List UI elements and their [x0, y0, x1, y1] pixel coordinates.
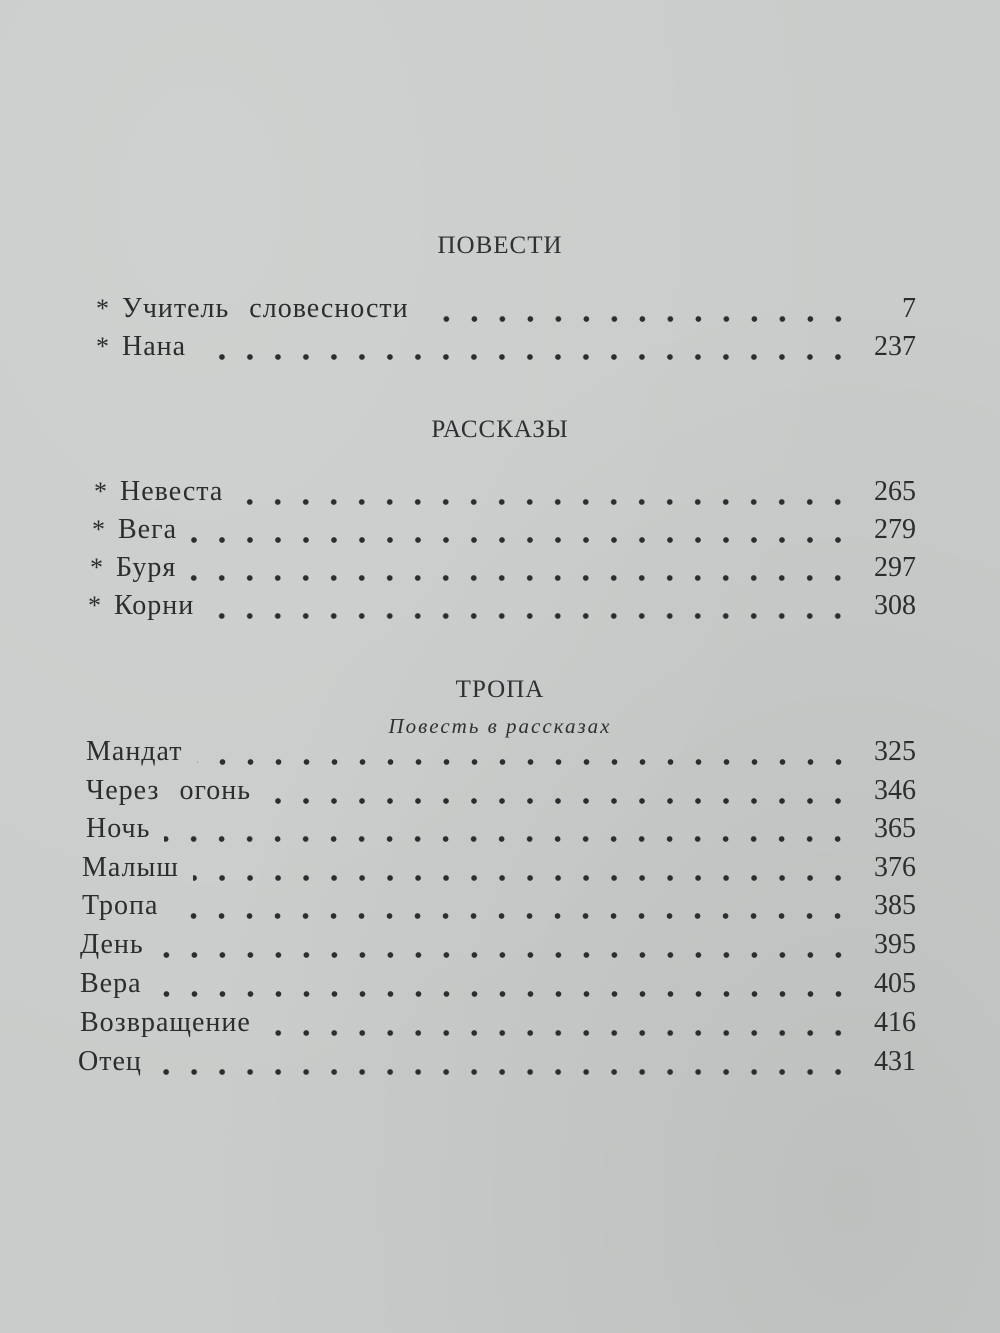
entry-title: Корни [114, 590, 195, 621]
dot-leader [208, 612, 852, 620]
dot-leader [156, 1068, 852, 1076]
dot-leader [193, 874, 852, 882]
page-number: 325 [874, 736, 916, 767]
page-number: 279 [874, 514, 916, 545]
page-number: 395 [874, 929, 916, 960]
entry-title: Отец [78, 1046, 142, 1077]
toc-entry[interactable] [82, 890, 916, 926]
toc-entry[interactable] [80, 1007, 916, 1043]
page-number: 431 [874, 1046, 916, 1077]
section-subheading: Повесть в рассказах [388, 714, 612, 738]
toc-entry[interactable] [82, 852, 916, 888]
toc-entry[interactable] [80, 968, 916, 1004]
entry-title: Вега [118, 514, 178, 545]
toc-entry[interactable] [88, 590, 916, 626]
toc-entry[interactable] [96, 331, 916, 367]
dot-leader [191, 536, 852, 544]
toc-entry[interactable] [96, 293, 916, 329]
dot-leader [200, 353, 852, 361]
entry-title: Возвращение [80, 1007, 251, 1038]
page-number: 376 [874, 852, 916, 883]
dot-leader [158, 951, 852, 959]
page-number: 416 [874, 1007, 916, 1038]
asterisk-marker: * [92, 515, 105, 544]
entry-title: Ночь [86, 813, 151, 844]
page-number: 346 [874, 775, 916, 806]
page-number: 385 [874, 890, 916, 921]
entry-title: Учитель словесности [122, 293, 409, 324]
dot-leader [190, 574, 852, 582]
asterisk-marker: * [96, 332, 109, 361]
page-number: 7 [902, 293, 916, 324]
dot-leader [164, 835, 852, 843]
page-number: 265 [874, 476, 916, 507]
entry-title: Невеста [120, 476, 224, 507]
section-heading-rasskazy: РАССКАЗЫ [431, 416, 569, 443]
page-number: 297 [874, 552, 916, 583]
page-number: 237 [874, 331, 916, 362]
toc-entry[interactable] [80, 929, 916, 965]
section-heading-tropa: ТРОПА [455, 676, 545, 703]
dot-leader [197, 758, 853, 766]
page-number: 365 [874, 813, 916, 844]
page-number: 308 [874, 590, 916, 621]
entry-title: Мандат [86, 736, 183, 767]
dot-leader [156, 990, 852, 998]
entry-title: День [80, 929, 144, 960]
dot-leader [237, 498, 852, 506]
toc-entry[interactable] [86, 775, 916, 811]
page-number: 405 [874, 968, 916, 999]
asterisk-marker: * [90, 553, 103, 582]
asterisk-marker: * [94, 477, 107, 506]
entry-title: Буря [116, 552, 177, 583]
dot-leader [265, 1029, 852, 1037]
dot-leader [265, 797, 852, 805]
section-heading-povesti: ПОВЕСТИ [437, 232, 563, 259]
asterisk-marker: * [96, 294, 109, 323]
entry-title: Вера [80, 968, 142, 999]
entry-title: Нана [122, 331, 187, 362]
asterisk-marker: * [88, 591, 101, 620]
dot-leader [172, 912, 852, 920]
dot-leader [423, 315, 852, 323]
entry-title: Через огонь [86, 775, 251, 806]
toc-entry[interactable] [78, 1046, 916, 1082]
toc-entry[interactable] [90, 552, 916, 588]
entry-title: Тропа [82, 890, 159, 921]
toc-entry[interactable] [86, 813, 916, 849]
toc-entry[interactable] [92, 514, 916, 550]
toc-entry[interactable] [94, 476, 916, 512]
entry-title: Малыш [82, 852, 179, 883]
toc-entry[interactable] [86, 736, 916, 772]
